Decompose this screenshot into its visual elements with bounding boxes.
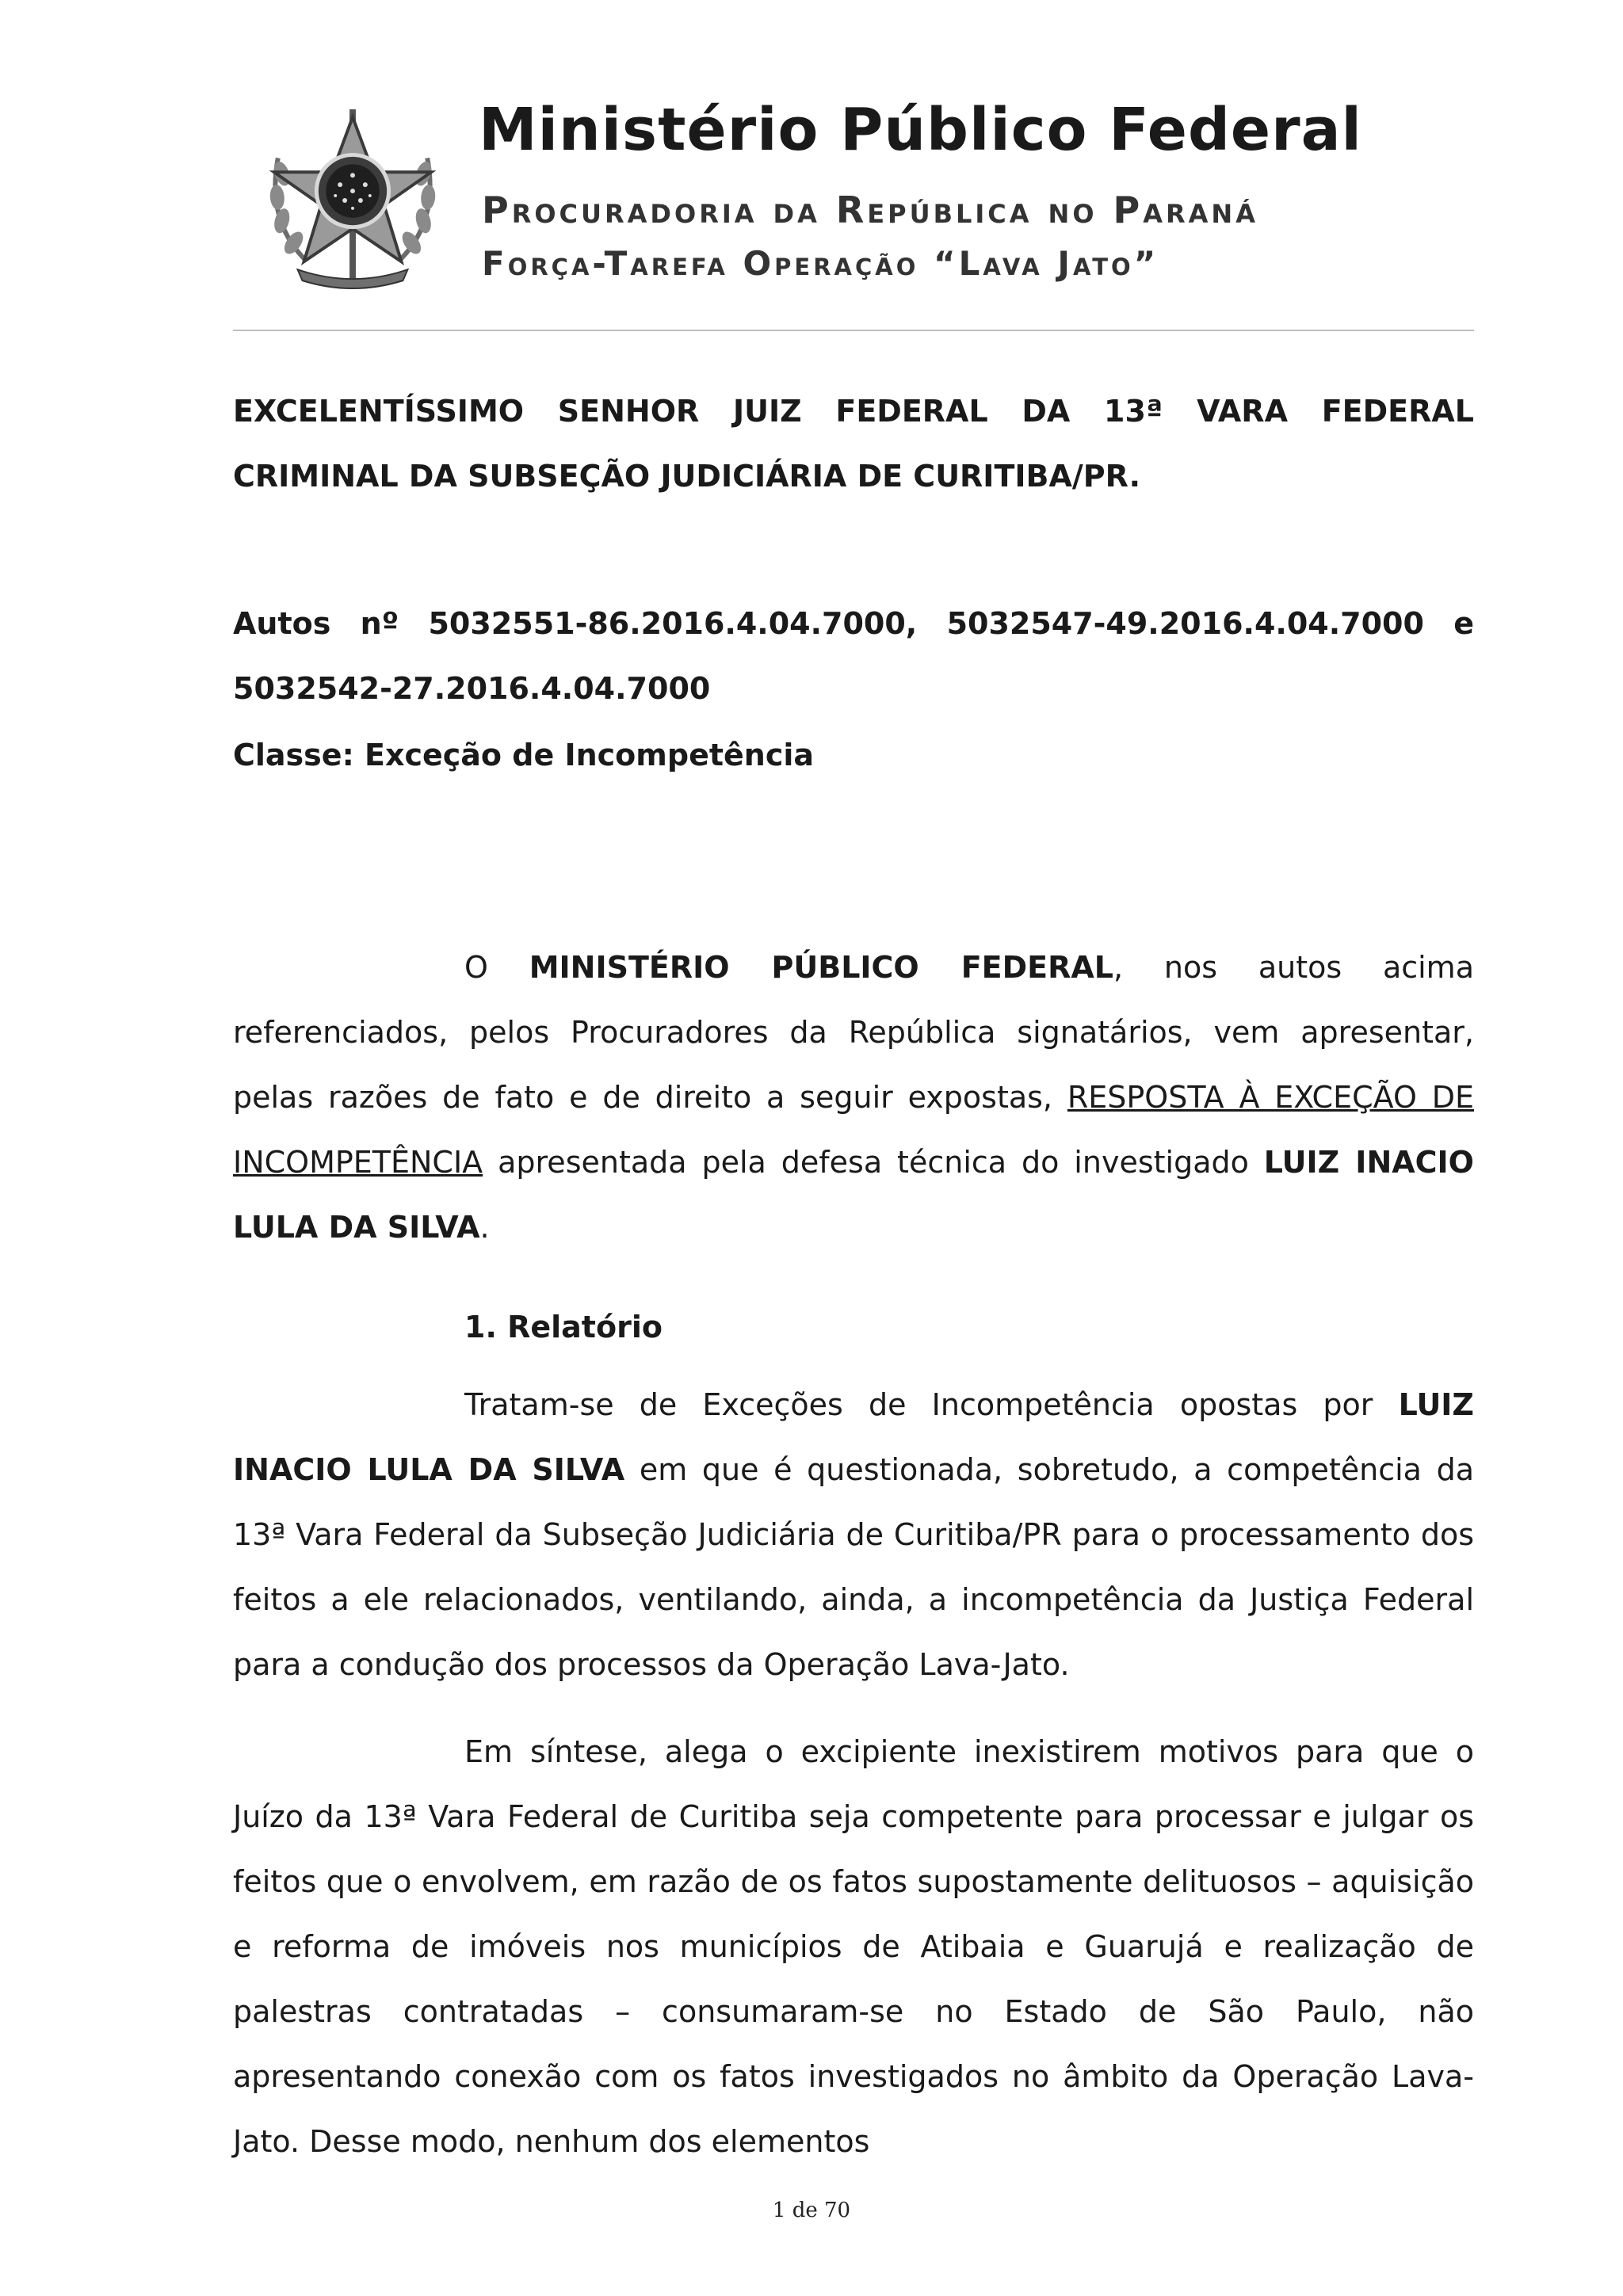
brasao-republica-icon [258,103,447,292]
page-number: 1 de 70 [772,2199,851,2222]
intro-text-2: , nos autos acima referenciados, pelos Procuradores da República signatários, vem apresentar, pelas razões de fato e de direito a seguir expostas, [233,950,1474,1115]
section-heading: 1. Relatório [464,1310,663,1344]
header-divider [233,330,1474,331]
intro-text-3: apresentada pela defesa técnica do investigado [483,1145,1264,1180]
intro-text-4: . [479,1210,490,1245]
case-class: Classe: Exceção de Incompetência [233,738,815,772]
report-text-2: em que é questionada, sobretudo, a competência da 13ª Vara Federal da Subseção Judiciária de Curitiba/PR para o processamento dos feitos a ele relacionados, ventilando, ainda, a incompetência da Justiça Federal para a condução dos processos da Operação Lava-Jato. [233,1452,1475,1682]
mpf-name: MINISTÉRIO PÚBLICO FEDERAL [529,950,1113,985]
response-title: RESPOSTA À EXCEÇÃO DE INCOMPETÊNCIA [233,1080,1474,1180]
intro-text-1: O [464,950,529,985]
defendant-name: LUIZ INACIO LULA DA SILVA [233,1387,1474,1487]
task-force-subtitle: Força-Tarefa Operação “Lava Jato” [482,244,1159,283]
report-text-1: Tratam-se de Exceções de Incompetência opostas por [464,1387,1399,1422]
intro-paragraph [233,935,1474,1260]
addressee: EXCELENTÍSSIMO SENHOR JUIZ FEDERAL DA 13ª VARA FEDERAL CRIMINAL DA SUBSEÇÃO JUDICIÁRIA DE CURITIBA/PR. [233,394,1474,494]
report-paragraph [233,1372,1474,1697]
investigated-name: LUIZ INACIO LULA DA SILVA [233,1145,1474,1245]
organization-title: Ministério Público Federal [479,96,1362,164]
synthesis-paragraph: Em síntese, alega o excipiente inexistirem motivos para que o Juízo da 13ª Vara Federal de Curitiba seja competente para processar e julgar os feitos que o envolvem, em razão de os fatos supostamente delituosos – aquisição e reforma de imóveis nos municípios de Atibaia e Guarujá e realização de palestras contratadas – consumaram-se no Estado de São Paulo, não apresentando conexão com os fatos investigados no âmbito da Operação Lava-Jato. Desse modo, nenhum dos elementos [233,1734,1474,2159]
case-numbers: Autos nº 5032551-86.2016.4.04.7000, 5032547-49.2016.4.04.7000 e 5032542-27.2016.4.04.7000 [233,606,1474,706]
organization-subtitle: Procuradoria da República no Paraná [482,189,1258,231]
